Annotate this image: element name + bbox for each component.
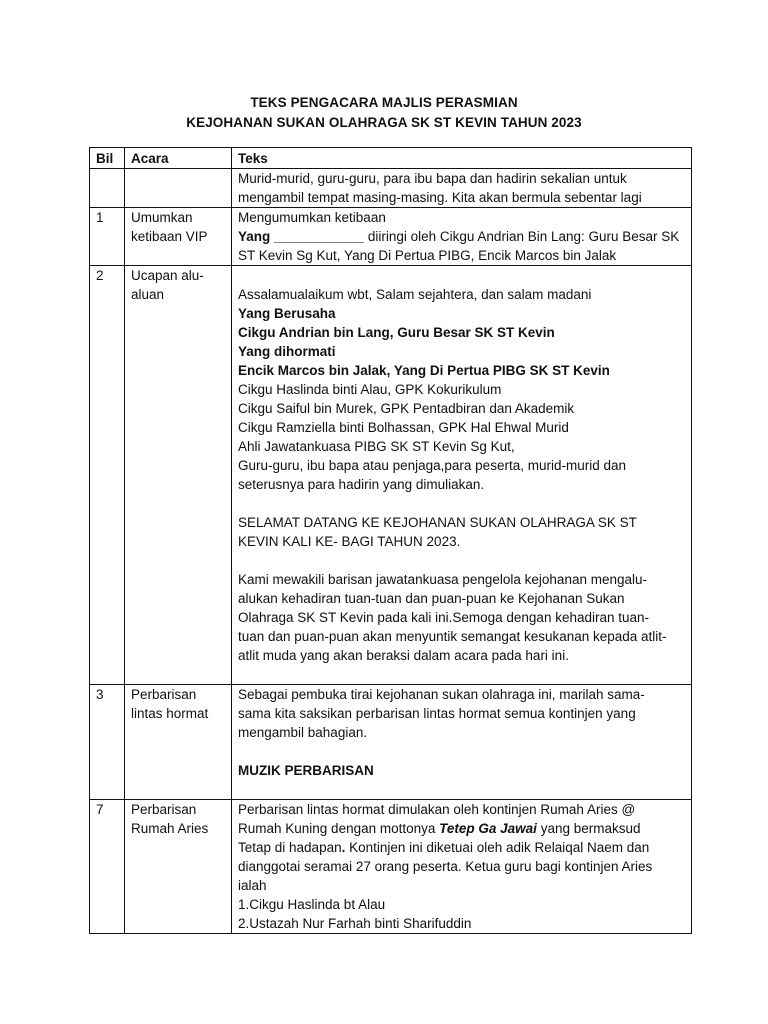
- text-segment: Tetap di hadapan: [238, 840, 342, 855]
- text-segment: Kontinjen ini diketuai oleh adik Relaiqal Naem dan: [345, 840, 650, 855]
- text-segment: yang bermaksud: [536, 821, 641, 836]
- text-line: Perbarisan lintas hormat dimulakan oleh kontinjen Rumah Aries @: [238, 802, 636, 817]
- acara-cell: [125, 169, 232, 208]
- table-row: [90, 208, 692, 266]
- closing-line: atlit muda yang akan beraksi dalam acara pada hari ini.: [238, 648, 569, 663]
- acara-cell: [125, 266, 232, 685]
- music-cue: MUZIK PERBARISAN: [238, 763, 374, 778]
- teks-cell: [232, 266, 692, 685]
- text-line: Mengumumkan ketibaan: [238, 210, 386, 225]
- bil-cell: [90, 169, 125, 208]
- table-row: [90, 266, 692, 685]
- column-header-acara: Acara: [125, 148, 232, 169]
- welcome-line: KEVIN KALI KE- BAGI TAHUN 2023.: [238, 534, 461, 549]
- bold-text: Yang ____________: [238, 229, 365, 244]
- acara-line: Perbarisan: [131, 802, 197, 817]
- text-line: dianggotai seramai 27 orang peserta. Ketua guru bagi kontinjen Aries: [238, 859, 653, 874]
- text-line: sama kita saksikan perbarisan lintas hormat semua kontinjen yang: [238, 706, 636, 721]
- text-line: 1.Cikgu Haslinda bt Alau: [238, 897, 386, 912]
- teks-cell: [232, 208, 692, 266]
- table-header-row: [90, 148, 692, 169]
- text-line: Sebagai pembuka tirai kejohanan sukan olahraga ini, marilah sama-: [238, 687, 645, 702]
- text-line: mengambil bahagian.: [238, 725, 368, 740]
- text-line: [238, 819, 685, 838]
- text-line: [238, 227, 685, 246]
- guest-line: Cikgu Haslinda binti Alau, GPK Kokurikulum: [238, 382, 502, 397]
- acara-line: ketibaan VIP: [131, 229, 208, 244]
- text-line: mengambil tempat masing-masing. Kita akan bermula sebentar lagi: [238, 190, 642, 205]
- acara-line: Rumah Aries: [131, 821, 209, 836]
- acara-line: Ucapan alu-: [131, 268, 204, 283]
- text-line: 2.Ustazah Nur Farhah binti Sharifuddin: [238, 916, 472, 931]
- closing-line: alukan kehadiran tuan-tuan dan puan-puan ke Kejohanan Sukan: [238, 591, 625, 606]
- motto-text: Tetep Ga Jawai: [439, 821, 537, 836]
- acara-line: lintas hormat: [131, 706, 209, 721]
- guest-line: Cikgu Saiful bin Murek, GPK Pentadbiran dan Akademik: [238, 401, 575, 416]
- text-line: Assalamualaikum wbt, Salam sejahtera, dan salam madani: [238, 287, 592, 302]
- table-row: [90, 800, 692, 934]
- guest-line: Guru-guru, ibu bapa atau penjaga,para peserta, murid-murid dan: [238, 458, 626, 473]
- guest-line: Ahli Jawatankuasa PIBG SK ST Kevin Sg Kut,: [238, 439, 515, 454]
- guest-line: Cikgu Ramziella binti Bolhassan, GPK Hal Ehwal Murid: [238, 420, 569, 435]
- column-header-bil: Bil: [90, 148, 125, 169]
- table-row: [90, 169, 692, 208]
- vip-line: Cikgu Andrian bin Lang, Guru Besar SK ST Kevin: [238, 325, 555, 340]
- closing-line: Olahraga SK ST Kevin pada kali ini.Semoga dengan kehadiran tuan-: [238, 610, 650, 625]
- text-segment: Rumah Kuning dengan mottonya: [238, 821, 440, 836]
- teks-cell: [232, 169, 692, 208]
- text-line: ST Kevin Sg Kut, Yang Di Pertua PIBG, Encik Marcos bin Jalak: [238, 248, 617, 263]
- guest-line: seterusnya para hadirin yang dimuliakan.: [238, 477, 485, 492]
- teks-cell: [232, 685, 692, 800]
- vip-line: Yang Berusaha: [238, 306, 336, 321]
- closing-line: Kami mewakili barisan jawatankuasa pengelola kejohanan mengalu-: [238, 572, 647, 587]
- document-subtitle: KEJOHANAN SUKAN OLAHRAGA SK ST KEVIN TAHUN 2023: [186, 115, 582, 130]
- bil-cell: 2: [90, 266, 125, 685]
- bil-cell: 1: [90, 208, 125, 266]
- emcee-script-table: [89, 147, 692, 934]
- table-row: [90, 685, 692, 800]
- text-line: [238, 838, 685, 857]
- column-header-teks: Teks: [232, 148, 692, 169]
- document-title: TEKS PENGACARA MAJLIS PERASMIAN: [250, 95, 518, 110]
- text-segment: diiringi oleh Cikgu Andrian Bin Lang: Guru Besar SK: [364, 229, 680, 244]
- text-line: ialah: [238, 878, 267, 893]
- acara-cell: [125, 685, 232, 800]
- acara-cell: [125, 800, 232, 934]
- vip-line: Encik Marcos bin Jalak, Yang Di Pertua PIBG SK ST Kevin: [238, 363, 610, 378]
- text-line: Murid-murid, guru-guru, para ibu bapa dan hadirin sekalian untuk: [238, 171, 627, 186]
- acara-line: Umumkan: [131, 210, 193, 225]
- teks-cell: [232, 800, 692, 934]
- acara-line: Perbarisan: [131, 687, 197, 702]
- closing-line: tuan dan puan-puan akan menyuntik semangat kesukanan kepada atlit-: [238, 629, 667, 644]
- bil-cell: 7: [90, 800, 125, 934]
- bold-dot: .: [341, 840, 346, 855]
- bil-cell: 3: [90, 685, 125, 800]
- acara-cell: [125, 208, 232, 266]
- welcome-line: SELAMAT DATANG KE KEJOHANAN SUKAN OLAHRAGA SK ST: [238, 515, 637, 530]
- acara-line: aluan: [131, 287, 165, 302]
- vip-line: Yang dihormati: [238, 344, 336, 359]
